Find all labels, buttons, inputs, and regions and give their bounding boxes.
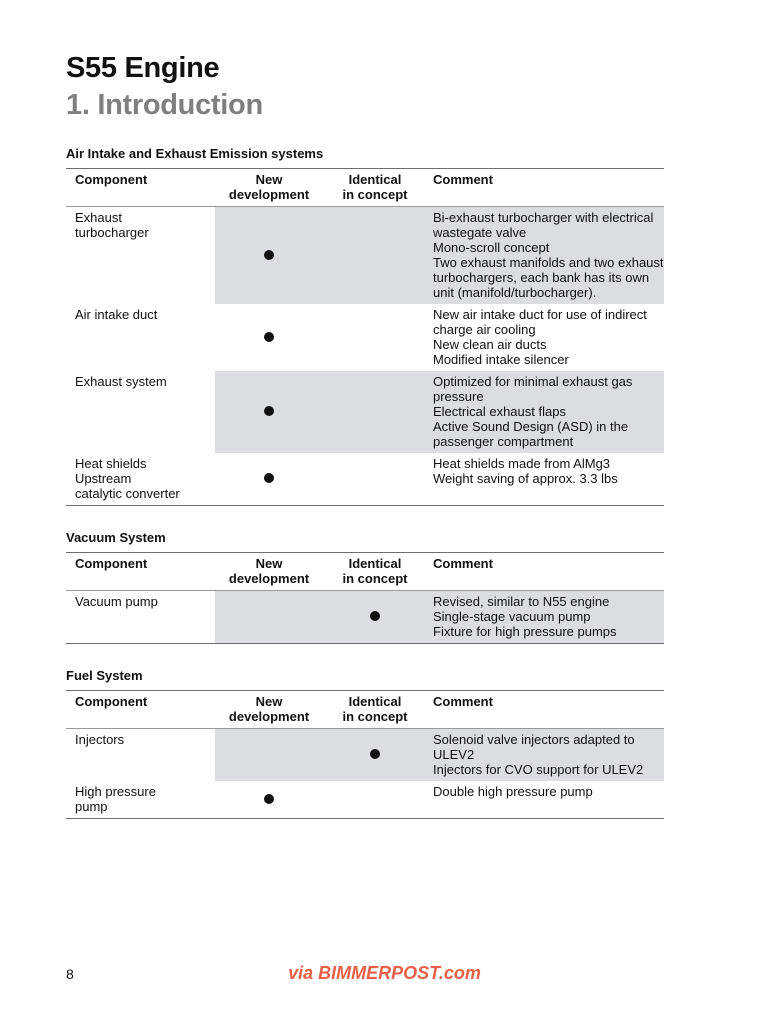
section-fuel-system	[66, 668, 664, 819]
component-name-line: Exhaust	[75, 210, 122, 225]
column-header-comment: Comment	[427, 553, 664, 591]
comment-line: New clean air ducts	[433, 337, 547, 352]
new-development-cell	[215, 207, 323, 305]
comment-line: unit (manifold/turbocharger).	[433, 285, 597, 300]
table-row	[66, 207, 664, 305]
comment-line: Optimized for minimal exhaust gas	[433, 374, 633, 389]
section-air-intake-exhaust	[66, 146, 664, 506]
column-header-line: development	[228, 571, 310, 586]
component-cell	[66, 207, 215, 305]
section-heading: Air Intake and Exhaust Emission systems	[66, 146, 324, 161]
column-header-identical-in-concept	[323, 691, 427, 729]
bullet-dot-icon	[264, 406, 274, 416]
column-header-component: Component	[66, 553, 215, 591]
column-header-line: in concept	[342, 571, 408, 586]
comment-line: Two exhaust manifolds and two exhaust	[433, 255, 664, 270]
bullet-dot-icon	[264, 332, 274, 342]
component-name-line: turbocharger	[75, 225, 149, 240]
section-heading: Vacuum System	[66, 530, 166, 545]
bullet-dot-icon	[370, 611, 380, 621]
column-header-component: Component	[66, 691, 215, 729]
component-name-line: High pressure	[75, 784, 156, 799]
comment-line: Weight saving of approx. 3.3 lbs	[433, 471, 618, 486]
column-header-line: Identical	[348, 172, 402, 187]
column-header-line: New	[255, 556, 283, 571]
comment-line: Revised, similar to N55 engine	[433, 594, 610, 609]
comment-line: wastegate valve	[433, 225, 527, 240]
comment-cell	[427, 729, 664, 782]
comment-line: Modified intake silencer	[433, 352, 569, 367]
column-header-new-development	[215, 169, 323, 207]
comment-line: Electrical exhaust flaps	[433, 404, 566, 419]
component-name-line: Upstream	[75, 471, 132, 486]
table-row	[66, 304, 664, 371]
comment-line: turbochargers, each bank has its own	[433, 270, 650, 285]
new-development-cell	[215, 591, 323, 644]
new-development-cell	[215, 453, 323, 506]
table-row	[66, 371, 664, 453]
component-table	[66, 690, 664, 819]
comment-line: ULEV2	[433, 747, 475, 762]
table-row	[66, 591, 664, 644]
component-name-line: pump	[75, 799, 108, 814]
comment-line: Injectors for CVO support for ULEV2	[433, 762, 644, 777]
document-subtitle: 1. Introduction	[66, 89, 263, 121]
comment-line: Fixture for high pressure pumps	[433, 624, 617, 639]
component-cell	[66, 304, 215, 371]
identical-in-concept-cell	[323, 371, 427, 453]
comment-cell	[427, 304, 664, 371]
identical-in-concept-cell	[323, 207, 427, 305]
bullet-dot-icon	[264, 250, 274, 260]
component-table	[66, 168, 664, 506]
identical-in-concept-cell	[323, 729, 427, 782]
column-header-identical-in-concept	[323, 169, 427, 207]
column-header-new-development	[215, 553, 323, 591]
comment-cell	[427, 371, 664, 453]
comment-line: charge air cooling	[433, 322, 536, 337]
comment-line: Active Sound Design (ASD) in the	[433, 419, 629, 434]
identical-in-concept-cell	[323, 453, 427, 506]
component-table	[66, 552, 664, 644]
document-title: S55 Engine	[66, 52, 220, 84]
identical-in-concept-cell	[323, 781, 427, 819]
comment-line: Single-stage vacuum pump	[433, 609, 591, 624]
comment-line: passenger compartment	[433, 434, 574, 449]
table-row	[66, 729, 664, 782]
bullet-dot-icon	[264, 473, 274, 483]
component-cell	[66, 591, 215, 644]
component-name-line: Air intake duct	[75, 307, 158, 322]
identical-in-concept-cell	[323, 304, 427, 371]
component-name-line: catalytic converter	[75, 486, 180, 501]
table-header-row	[66, 691, 664, 729]
table-header-row	[66, 553, 664, 591]
table-header-row	[66, 169, 664, 207]
component-cell	[66, 371, 215, 453]
comment-line: Solenoid valve injectors adapted to	[433, 732, 635, 747]
comment-cell	[427, 453, 664, 506]
comment-line: New air intake duct for use of indirect	[433, 307, 647, 322]
component-cell	[66, 453, 215, 506]
component-cell	[66, 729, 215, 782]
table-row	[66, 453, 664, 506]
column-header-line: development	[228, 709, 310, 724]
section-vacuum-system	[66, 530, 664, 644]
comment-line: Bi-exhaust turbocharger with electrical	[433, 210, 654, 225]
comment-line: pressure	[433, 389, 484, 404]
column-header-new-development	[215, 691, 323, 729]
comment-cell	[427, 591, 664, 644]
column-header-line: development	[228, 187, 310, 202]
column-header-comment: Comment	[427, 169, 664, 207]
comment-line: Double high pressure pump	[433, 784, 593, 799]
column-header-comment: Comment	[427, 691, 664, 729]
bullet-dot-icon	[264, 794, 274, 804]
new-development-cell	[215, 371, 323, 453]
identical-in-concept-cell	[323, 591, 427, 644]
new-development-cell	[215, 781, 323, 819]
column-header-identical-in-concept	[323, 553, 427, 591]
comment-line: Heat shields made from AlMg3	[433, 456, 611, 471]
comment-line: Mono-scroll concept	[433, 240, 550, 255]
column-header-line: Identical	[348, 694, 402, 709]
column-header-line: New	[255, 172, 283, 187]
section-heading: Fuel System	[66, 668, 143, 683]
watermark: via BIMMERPOST.com	[288, 963, 481, 983]
comment-cell	[427, 207, 664, 305]
new-development-cell	[215, 729, 323, 782]
component-cell	[66, 781, 215, 819]
column-header-line: in concept	[342, 709, 408, 724]
comment-cell	[427, 781, 664, 819]
new-development-cell	[215, 304, 323, 371]
component-name-line: Exhaust system	[75, 374, 167, 389]
column-header-line: in concept	[342, 187, 408, 202]
component-name-line: Vacuum pump	[75, 594, 158, 609]
component-name-line: Injectors	[75, 732, 125, 747]
column-header-component: Component	[66, 169, 215, 207]
page-number: 8	[66, 966, 74, 982]
component-name-line: Heat shields	[75, 456, 147, 471]
table-row	[66, 781, 664, 819]
bullet-dot-icon	[370, 749, 380, 759]
column-header-line: Identical	[348, 556, 402, 571]
column-header-line: New	[255, 694, 283, 709]
